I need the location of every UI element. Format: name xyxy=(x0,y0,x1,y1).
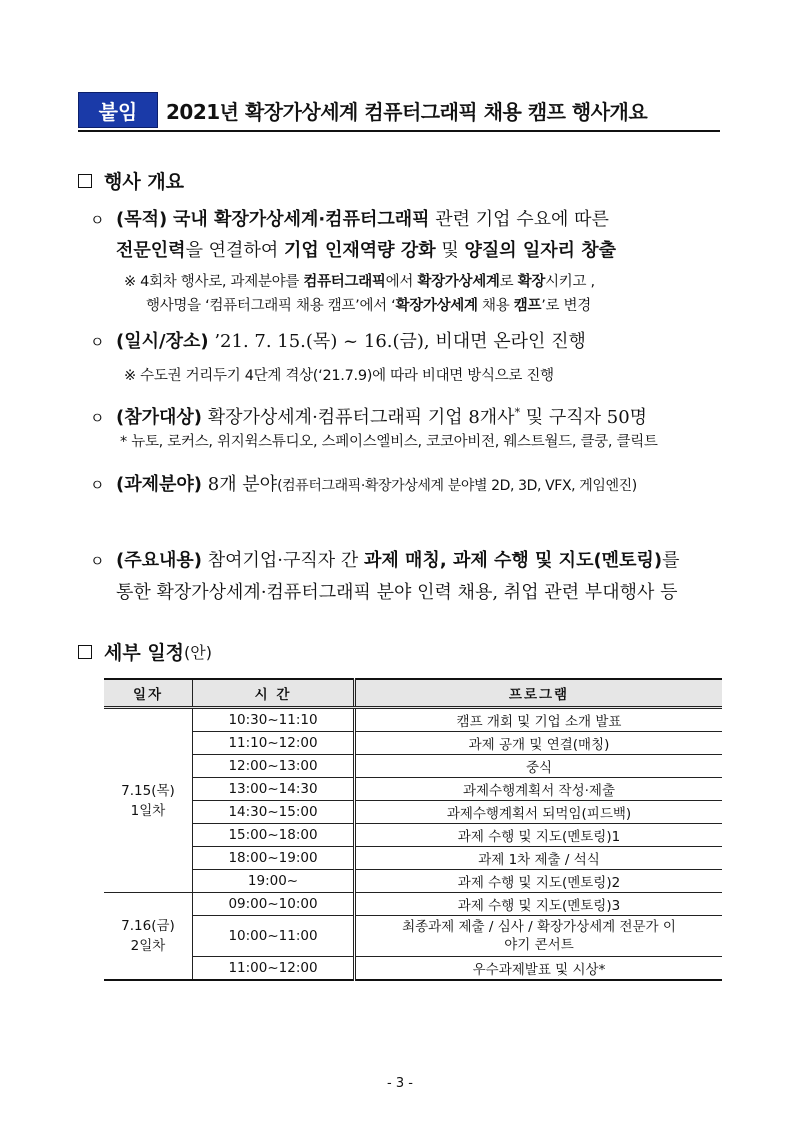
note-bold: 캠프 xyxy=(513,298,542,314)
note-bold: 확장가상세계 xyxy=(417,274,500,290)
note-text: 에서 xyxy=(385,274,418,290)
purpose-highlight-2: 전문인력 xyxy=(116,240,186,261)
program-cell: 과제 수행 및 지도(멘토링)3 xyxy=(355,893,723,916)
table-row xyxy=(104,708,722,732)
note-bold: 컴퓨터그래픽 xyxy=(303,274,386,290)
table-row xyxy=(104,893,722,916)
table-row xyxy=(104,847,722,870)
schedule-table xyxy=(104,678,722,981)
date-label: (일시/장소) xyxy=(116,331,209,352)
day1-label: 1일차 xyxy=(130,802,166,819)
purpose-label: (목적) xyxy=(116,209,168,230)
circle-bullet-icon: ㅇ xyxy=(90,476,105,494)
purpose-text-2: 을 연결하여 xyxy=(185,240,284,261)
field-label: (과제분야) xyxy=(116,474,203,495)
bullet-date xyxy=(90,327,586,357)
checkbox-square-icon xyxy=(78,174,92,188)
header-date: 일자 xyxy=(104,679,193,708)
note-text: ’로 변경 xyxy=(541,298,591,314)
purpose-highlight-4: 양질의 일자리 창출 xyxy=(464,240,617,261)
program-cell: 우수과제발표 및 시상* xyxy=(355,957,723,981)
checkbox-square-icon xyxy=(78,645,92,659)
table-row xyxy=(104,916,722,957)
purpose-highlight-3: 기업 인재역량 강화 xyxy=(283,240,436,261)
program-cell: 과제 공개 및 연결(매칭) xyxy=(355,732,723,755)
note-text: ※ 4회차 행사로, 과제분야를 xyxy=(124,274,304,290)
content-text: 를 xyxy=(662,550,680,571)
time-cell: 14:30~15:00 xyxy=(193,801,355,824)
note-bold: 확장가상세계 xyxy=(395,298,478,314)
table-row xyxy=(104,755,722,778)
program-cell: 과제수행계획서 작성·제출 xyxy=(355,778,723,801)
content-line2: 통한 확장가상세계·컴퓨터그래픽 분야 인력 채용, 취업 관련 부대행사 등 xyxy=(116,582,678,603)
document-title: 2021년 확장가상세계 컴퓨터그래픽 채용 캠프 행사개요 xyxy=(166,99,648,124)
time-cell: 10:00~11:00 xyxy=(193,916,355,957)
program-cell: 중식 xyxy=(355,755,723,778)
section-heading-overview xyxy=(78,167,184,194)
table-row xyxy=(104,824,722,847)
purpose-text-3: 및 xyxy=(435,240,465,261)
bullet-purpose xyxy=(90,205,609,235)
purpose-line2 xyxy=(116,236,616,266)
field-text: 8개 분야 xyxy=(202,474,278,495)
header-program: 프로그램 xyxy=(355,679,723,708)
note-text: 시키고 , xyxy=(545,274,595,290)
program-cell: 과제 1차 제출 / 석식 xyxy=(355,847,723,870)
day1-cell xyxy=(104,708,193,893)
day1-date: 7.15(목) xyxy=(121,782,175,799)
section-suffix: (안) xyxy=(184,643,212,662)
participants-text: 확장가상세계·컴퓨터그래픽 기업 8개사 xyxy=(202,407,515,428)
note-bold: 확장 xyxy=(517,274,546,290)
section-title: 행사 개요 xyxy=(104,171,185,193)
time-cell: 19:00~ xyxy=(193,870,355,893)
content-text: 참여기업·구직자 간 xyxy=(202,550,365,571)
table-header-row xyxy=(104,679,722,708)
program-cell: 최종과제 제출 / 심사 / 확장가상세계 전문가 이야기 콘서트 xyxy=(355,916,723,957)
time-cell: 11:00~12:00 xyxy=(193,957,355,981)
content-highlight: 과제 매칭, 과제 수행 및 지도(멘토링) xyxy=(364,550,663,571)
table-row xyxy=(104,778,722,801)
note-text: 채용 xyxy=(477,298,514,314)
time-cell: 10:30~11:10 xyxy=(193,708,355,732)
time-cell: 09:00~10:00 xyxy=(193,893,355,916)
time-cell: 13:00~14:30 xyxy=(193,778,355,801)
participants-text-2: 및 구직자 50명 xyxy=(520,407,648,428)
footnote-marker: * xyxy=(514,406,521,419)
circle-bullet-icon: ㅇ xyxy=(90,333,105,351)
time-cell: 18:00~19:00 xyxy=(193,847,355,870)
page-number: - 3 - xyxy=(387,1076,413,1091)
purpose-highlight: 국내 확장가상세계·컴퓨터그래픽 xyxy=(172,209,430,230)
day2-date: 7.16(금) xyxy=(121,918,175,934)
note-renaming-line1 xyxy=(124,270,595,294)
table-row xyxy=(104,870,722,893)
participants-label: (참가대상) xyxy=(116,407,203,428)
circle-bullet-icon: ㅇ xyxy=(90,552,105,570)
note-renaming-line2 xyxy=(146,294,591,318)
content-label: (주요내용) xyxy=(116,550,203,571)
note-text: 로 xyxy=(499,274,518,290)
bullet-field xyxy=(90,470,637,501)
attachment-tag: 붙임 xyxy=(78,92,158,128)
circle-bullet-icon: ㅇ xyxy=(90,409,105,427)
participants-companies-note: * 뉴토, 로커스, 위지윅스튜디오, 스페이스엘비스, 코코아비전, 웨스트월드, 클쿵, 클릭트 xyxy=(120,434,658,450)
note-text: 행사명을 ‘컴퓨터그래픽 채용 캠프’에서 ‘ xyxy=(146,298,396,314)
section-heading-schedule xyxy=(78,638,212,665)
time-cell: 11:10~12:00 xyxy=(193,732,355,755)
time-cell: 15:00~18:00 xyxy=(193,824,355,847)
program-cell: 과제 수행 및 지도(멘토링)2 xyxy=(355,870,723,893)
field-note: (컴퓨터그래픽·확장가상세계 분야별 2D, 3D, VFX, 게임엔진) xyxy=(277,478,637,494)
section-title: 세부 일정 xyxy=(104,642,185,664)
day2-cell xyxy=(104,893,193,981)
program-cell: 과제 수행 및 지도(멘토링)1 xyxy=(355,824,723,847)
time-cell: 12:00~13:00 xyxy=(193,755,355,778)
table-row xyxy=(104,957,722,981)
program-cell: 과제수행계획서 되먹임(피드백) xyxy=(355,801,723,824)
purpose-text: 관련 기업 수요에 따른 xyxy=(429,209,609,230)
circle-bullet-icon: ㅇ xyxy=(90,211,105,229)
table-row xyxy=(104,801,722,824)
header-time: 시 간 xyxy=(193,679,355,708)
program-cell: 캠프 개회 및 기업 소개 발표 xyxy=(355,708,723,732)
day2-label: 2일차 xyxy=(130,938,166,954)
table-row xyxy=(104,732,722,755)
title-bar xyxy=(78,92,720,132)
bullet-participants xyxy=(90,398,647,433)
note-online: ※ 수도권 거리두기 4단계 격상(‘21.7.9)에 따라 비대면 방식으로 진행 xyxy=(124,368,554,384)
bullet-content xyxy=(90,546,679,576)
date-text: ’21. 7. 15.(목) ~ 16.(금), 비대면 온라인 진행 xyxy=(208,331,586,352)
